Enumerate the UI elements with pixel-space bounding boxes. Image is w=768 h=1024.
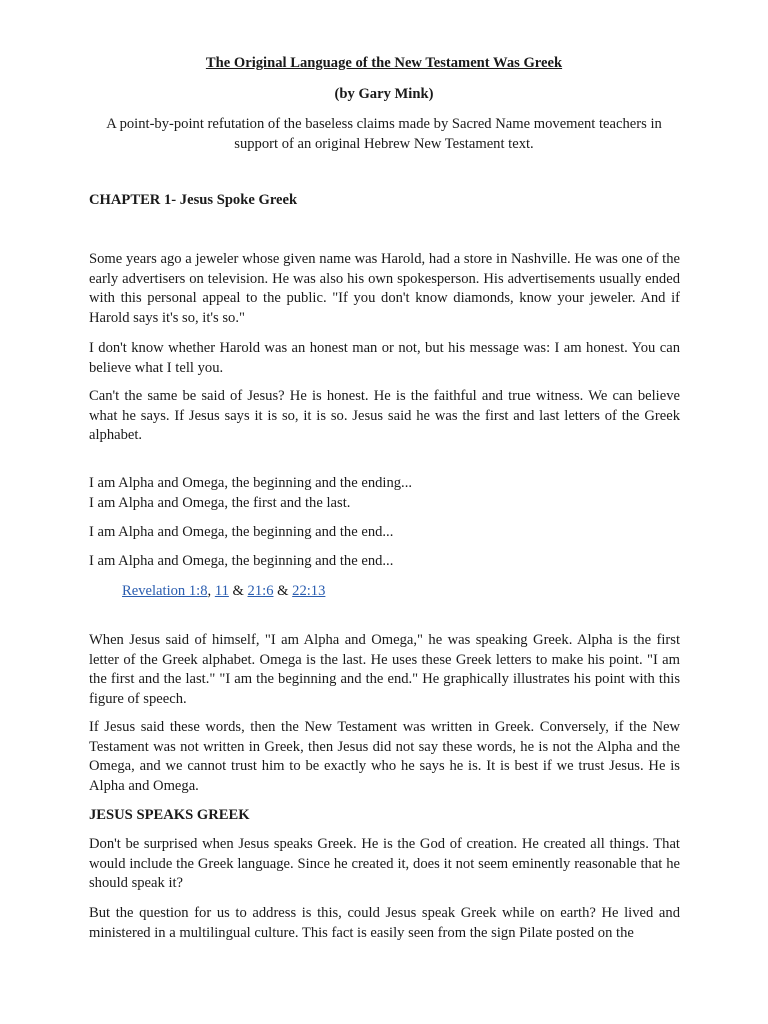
paragraph-multilingual-culture: But the question for us to address is this, could Jesus speak Greek while on earth? He lived and ministered in a multilingual culture. This fact is easily seen from the sign Pilate posted on the: [89, 905, 680, 941]
reference-separator: ,: [207, 583, 215, 599]
reference-link-11[interactable]: 11: [214, 583, 229, 599]
document-subtitle: A point-by-point refutation of the baseless claims made by Sacred Name movement teachers in support of an original Hebrew New Testament text.: [106, 116, 662, 152]
document-title: The Original Language of the New Testament Was Greek: [205, 55, 563, 71]
quote-line: I am Alpha and Omega, the first and the last.: [89, 495, 351, 511]
reference-separator: &: [228, 583, 248, 599]
paragraph-harold-jeweler: Some years ago a jeweler whose given name was Harold, had a store in Nashville. He was one of the early advertisers on television. He was also his own spokesperson. His advertisements usually ended with this personal appeal to the public. "If you don't know diamonds, know your jeweler. And if Harold says it's so, it's so.": [89, 251, 680, 326]
paragraph-alpha-omega-greek: When Jesus said of himself, "I am Alpha and Omega," he was speaking Greek. Alpha is the first letter of the Greek alphabet. Omega is the last. He uses these Greek letters to make his point. "I am the first and the last." "I am the beginning and the end." He graphically illustrates his point with this figure of speech.: [89, 632, 680, 707]
paragraph-trust-jesus: If Jesus said these words, then the New Testament was written in Greek. Conversely, if the New Testament was not written in Greek, then Jesus did not say these words, he is not the Alpha and the Omega, and we cannot trust him to be exactly who he says he is. It is best if we trust Jesus. He is Alpha and Omega.: [89, 719, 680, 794]
reference-link-revelation-1-8[interactable]: Revelation 1:8: [122, 583, 208, 599]
section-heading: JESUS SPEAKS GREEK: [89, 807, 250, 823]
quote-line: I am Alpha and Omega, the beginning and the end...: [89, 524, 394, 540]
reference-link-22-13[interactable]: 22:13: [292, 583, 326, 599]
paragraph-harold-honest: I don't know whether Harold was an honest man or not, but his message was: I am honest. You can believe what I tell you.: [89, 340, 680, 376]
reference-link-21-6[interactable]: 21:6: [247, 583, 274, 599]
paragraph-god-of-creation: Don't be surprised when Jesus speaks Greek. He is the God of creation. He created all things. That would include the Greek language. Since he created it, does it not seem eminently reasonable that he should speak it?: [89, 836, 680, 891]
document-byline: (by Gary Mink): [334, 86, 434, 102]
reference-separator: &: [273, 583, 293, 599]
quote-line: I am Alpha and Omega, the beginning and the end...: [89, 553, 394, 569]
scripture-references: [122, 582, 325, 602]
chapter-heading: CHAPTER 1- Jesus Spoke Greek: [89, 192, 298, 208]
paragraph-jesus-honest: Can't the same be said of Jesus? He is honest. He is the faithful and true witness. We can believe what he says. If Jesus says it is so, it is so. Jesus said he was the first and last letters of the Greek alphabet.: [89, 388, 680, 443]
quote-line: I am Alpha and Omega, the beginning and the ending...: [89, 475, 413, 491]
